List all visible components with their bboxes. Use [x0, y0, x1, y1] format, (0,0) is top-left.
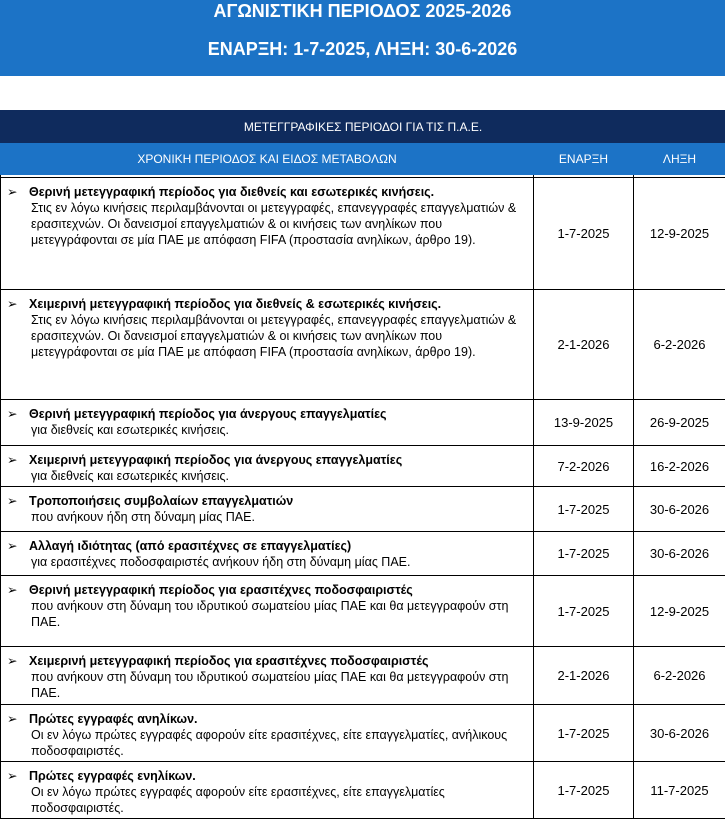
table-title: ΜΕΤΕΓΓΡΑΦΙΚΕΣ ΠΕΡΙΟΔΟΙ ΓΙΑ ΤΙΣ Π.Α.Ε. — [1, 111, 725, 143]
start-date-cell: 1-7-2025 — [534, 178, 634, 290]
period-title-text: Αλλαγή ιδιότητας (από ερασιτέχνες σε επαγγελματίες) — [29, 539, 351, 553]
table-row — [1, 576, 725, 647]
start-date-cell: 7-2-2026 — [534, 446, 634, 487]
period-description-cell — [1, 487, 534, 532]
period-body-text: για διεθνείς και εσωτερικές κινήσεις. — [29, 468, 525, 484]
transfer-periods-table — [0, 110, 725, 819]
start-date-cell: 1-7-2025 — [534, 705, 634, 762]
arrow-bullet-icon: ➢ — [7, 184, 17, 200]
period-body-text: Στις εν λόγω κινήσεις περιλαμβάνονται οι μετεγγραφές, επανεγγραφές επαγγελματιών & ερασιτεχνών. Οι δανεισμοί επαγγελματιών & οι κινήσεις των ανηλίκων που μετεγγράφονται σε μία ΠΑΕ με απόφαση FIFA (προστασία ανηλίκων, άρθρο 19). — [29, 312, 525, 360]
table-row — [1, 487, 725, 532]
start-date-cell: 1-7-2025 — [534, 576, 634, 647]
start-date-cell: 2-1-2026 — [534, 647, 634, 705]
period-description-cell — [1, 705, 534, 762]
arrow-bullet-icon: ➢ — [7, 296, 17, 312]
period-body-text: Οι εν λόγω πρώτες εγγραφές αφορούν είτε ερασιτέχνες, είτε επαγγελματίες ποδοσφαιριστές. — [29, 784, 525, 816]
period-title — [29, 493, 525, 509]
period-body-text: Οι εν λόγω πρώτες εγγραφές αφορούν είτε ερασιτέχνες, είτε επαγγελματίες, ανήλικους ποδοσφαιριστές. — [29, 727, 525, 759]
period-description-cell — [1, 532, 534, 576]
column-header-start: ΕΝΑΡΞΗ — [534, 143, 634, 175]
period-description-cell — [1, 762, 534, 819]
period-title — [29, 653, 525, 669]
end-date-cell: 6-2-2026 — [634, 647, 725, 705]
period-title — [29, 406, 525, 422]
arrow-bullet-icon: ➢ — [7, 582, 17, 598]
period-title-text: Χειμερινή μετεγγραφική περίοδος για ερασιτέχνες ποδοσφαιριστές — [29, 654, 428, 668]
end-date-cell: 11-7-2025 — [634, 762, 725, 819]
table-row — [1, 532, 725, 576]
end-date-cell: 26-9-2025 — [634, 400, 725, 446]
arrow-bullet-icon: ➢ — [7, 406, 17, 422]
period-body-text: για διεθνείς και εσωτερικές κινήσεις. — [29, 422, 525, 438]
season-banner — [0, 0, 725, 76]
table-row — [1, 400, 725, 446]
period-title-text: Χειμερινή μετεγγραφική περίοδος για διεθνείς & εσωτερικές κινήσεις. — [29, 297, 441, 311]
period-title-text: Θερινή μετεγγραφική περίοδος για ερασιτέχνες ποδοσφαιριστές — [29, 583, 413, 597]
arrow-bullet-icon: ➢ — [7, 711, 17, 727]
period-title — [29, 296, 525, 312]
period-body-text: για ερασιτέχνες ποδοσφαιριστές ανήκουν ήδη στη δύναμη μίας ΠΑΕ. — [29, 554, 525, 570]
arrow-bullet-icon: ➢ — [7, 452, 17, 468]
table-row — [1, 762, 725, 819]
period-title-text: Χειμερινή μετεγγραφική περίοδος για άνεργους επαγγελματίες — [29, 453, 402, 467]
end-date-cell: 30-6-2026 — [634, 487, 725, 532]
column-header-end: ΛΗΞΗ — [634, 143, 725, 175]
period-title — [29, 538, 525, 554]
table-row — [1, 647, 725, 705]
table-row — [1, 290, 725, 400]
period-body-text: Στις εν λόγω κινήσεις περιλαμβάνονται οι μετεγγραφές, επανεγγραφές επαγγελματιών & ερασιτεχνών. Οι δανεισμοί επαγγελματιών & οι κινήσεις των ανηλίκων που μετεγγράφονται σε μία ΠΑΕ με απόφαση FIFA (προστασία ανηλίκων, άρθρο 19). — [29, 200, 525, 248]
arrow-bullet-icon: ➢ — [7, 538, 17, 554]
end-date-cell: 30-6-2026 — [634, 532, 725, 576]
period-description-cell — [1, 647, 534, 705]
period-title-text: Πρώτες εγγραφές ενηλίκων. — [29, 769, 196, 783]
period-title-text: Πρώτες εγγραφές ανηλίκων. — [29, 712, 198, 726]
period-description-cell — [1, 446, 534, 487]
table-row — [1, 446, 725, 487]
period-title — [29, 711, 525, 727]
table-row — [1, 705, 725, 762]
period-description-cell — [1, 576, 534, 647]
end-date-cell: 6-2-2026 — [634, 290, 725, 400]
start-date-cell: 1-7-2025 — [534, 532, 634, 576]
period-title — [29, 452, 525, 468]
period-body-text: που ανήκουν στη δύναμη του ιδρυτικού σωματείου μίας ΠΑΕ και θα μετεγγραφούν στη ΠΑΕ. — [29, 598, 525, 630]
period-description-cell — [1, 290, 534, 400]
start-date-cell: 1-7-2025 — [534, 762, 634, 819]
period-body-text: που ανήκουν στη δύναμη του ιδρυτικού σωματείου μίας ΠΑΕ και θα μετεγγραφούν στη ΠΑΕ. — [29, 669, 525, 701]
start-date-cell: 13-9-2025 — [534, 400, 634, 446]
start-date-cell: 2-1-2026 — [534, 290, 634, 400]
table-row — [1, 178, 725, 290]
arrow-bullet-icon: ➢ — [7, 493, 17, 509]
end-date-cell: 16-2-2026 — [634, 446, 725, 487]
period-description-cell — [1, 178, 534, 290]
end-date-cell: 12-9-2025 — [634, 576, 725, 647]
period-title-text: Τροποποιήσεις συμβολαίων επαγγελματιών — [29, 494, 293, 508]
arrow-bullet-icon: ➢ — [7, 768, 17, 784]
column-header-period: ΧΡΟΝΙΚΗ ΠΕΡΙΟΔΟΣ ΚΑΙ ΕΙΔΟΣ ΜΕΤΑΒΟΛΩΝ — [1, 143, 534, 175]
season-title: ΑΓΩΝΙΣΤΙΚΗ ΠΕΡΙΟΔΟΣ 2025-2026 — [0, 0, 725, 22]
period-title — [29, 582, 525, 598]
period-title — [29, 184, 525, 200]
end-date-cell: 12-9-2025 — [634, 178, 725, 290]
start-date-cell: 1-7-2025 — [534, 487, 634, 532]
arrow-bullet-icon: ➢ — [7, 653, 17, 669]
season-dates: ΕΝΑΡΞΗ: 1-7-2025, ΛΗΞΗ: 30-6-2026 — [0, 38, 725, 60]
period-title-text: Θερινή μετεγγραφική περίοδος για διεθνείς και εσωτερικές κινήσεις. — [29, 185, 434, 199]
period-title — [29, 768, 525, 784]
end-date-cell: 30-6-2026 — [634, 705, 725, 762]
period-description-cell — [1, 400, 534, 446]
period-body-text: που ανήκουν ήδη στη δύναμη μίας ΠΑΕ. — [29, 509, 525, 525]
period-title-text: Θερινή μετεγγραφική περίοδος για άνεργους επαγγελματίες — [29, 407, 387, 421]
